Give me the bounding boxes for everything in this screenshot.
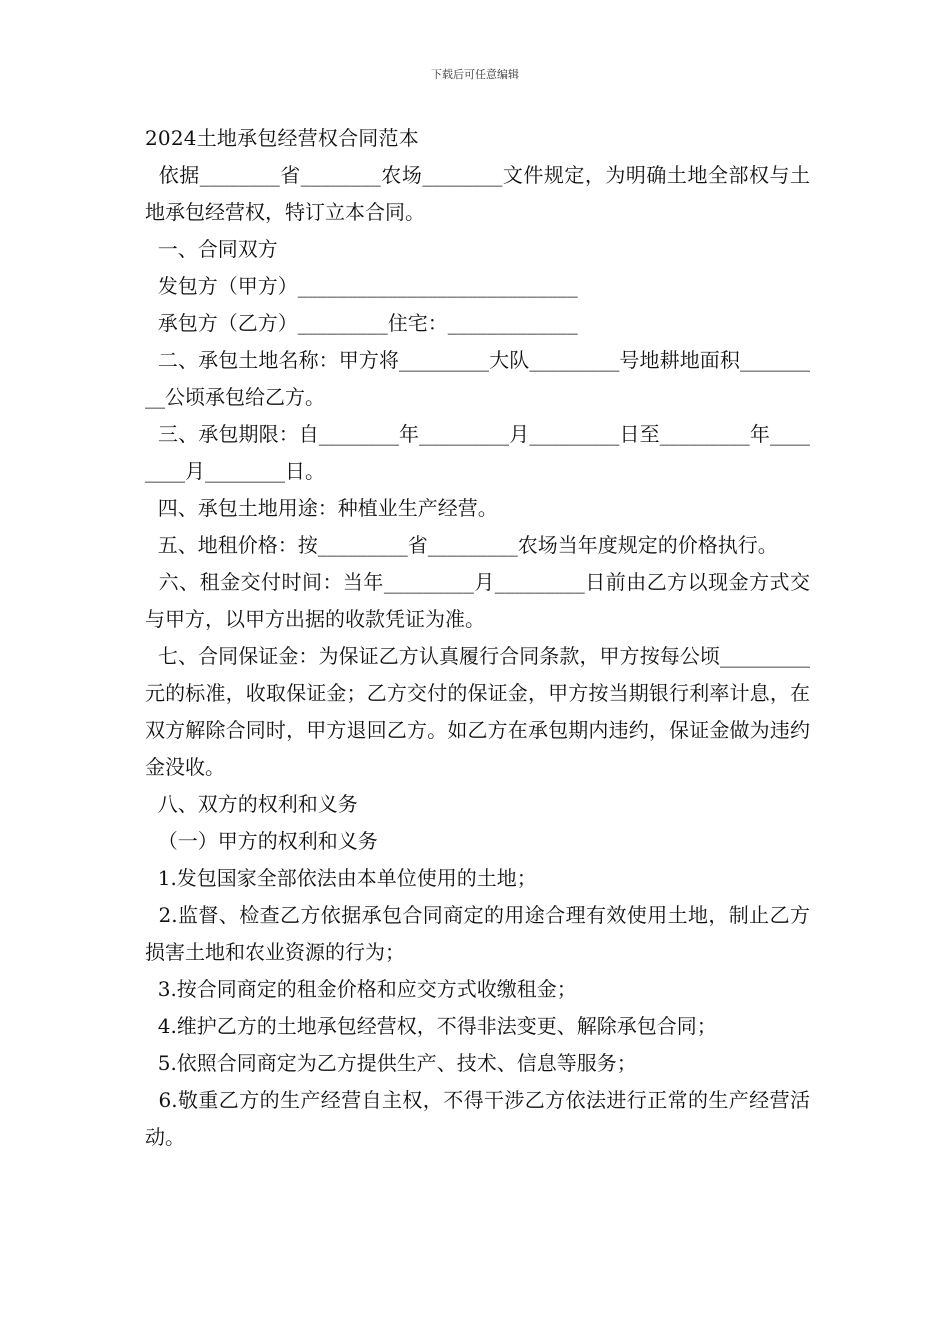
document-title: 2024土地承包经营权合同范本	[145, 126, 419, 150]
paragraph-party-a: 发包方（甲方）____________________________	[145, 274, 578, 298]
subsection-heading-party-a: （一）甲方的权利和义务	[145, 829, 378, 853]
section-heading-rights: 八、双方的权利和义务	[145, 792, 358, 816]
paragraph-land-name: 二、承包土地名称：甲方将_________大队_________号地耕地面积_________公顷承包给乙方。	[145, 348, 810, 409]
paragraph-land-use: 四、承包土地用途：种植业生产经营。	[145, 496, 498, 520]
document-body	[145, 120, 810, 1156]
section-heading-parties: 一、合同双方	[145, 237, 278, 261]
paragraph-basis: 依据________省________农场________文件规定，为明确土地全部权与土地承包经营权，特订立本合同。	[145, 163, 811, 224]
paragraph-deposit: 七、合同保证金：为保证乙方认真履行合同条款，甲方按每公顷_________元的标准，收取保证金；乙方交付的保证金，甲方按当期银行利率计息，在双方解除合同时，甲方退回乙方。如乙方在承包期内违约，保证金做为违约金没收。	[145, 644, 811, 779]
paragraph-rent-price: 五、地租价格：按_________省_________农场当年度规定的价格执行。	[145, 533, 778, 557]
list-item: 5.依照合同商定为乙方提供生产、技术、信息等服务；	[145, 1051, 637, 1075]
header-note: 下载后可任意编辑	[431, 68, 519, 81]
list-item: 3.按合同商定的租金价格和应交方式收缴租金；	[145, 977, 577, 1001]
list-item: 2.监督、检查乙方依据承包合同商定的用途合理有效使用土地，制止乙方损害土地和农业资源的行为；	[145, 903, 810, 964]
paragraph-party-b: 承包方（乙方）_________住宅：_____________	[145, 311, 578, 335]
list-item: 6.敬重乙方的生产经营自主权，不得干涉乙方依法进行正常的生产经营活动。	[145, 1088, 810, 1149]
paragraph-term: 三、承包期限：自________年_________月_________日至_________年________月________日。	[145, 422, 811, 483]
list-item: 1.发包国家全部依法由本单位使用的土地；	[145, 866, 537, 890]
list-item: 4.维护乙方的土地承包经营权，不得非法变更、解除承包合同；	[145, 1014, 717, 1038]
paragraph-payment-time: 六、租金交付时间：当年_________月_________日前由乙方以现金方式交与甲方，以甲方出据的收款凭证为准。	[145, 570, 811, 631]
